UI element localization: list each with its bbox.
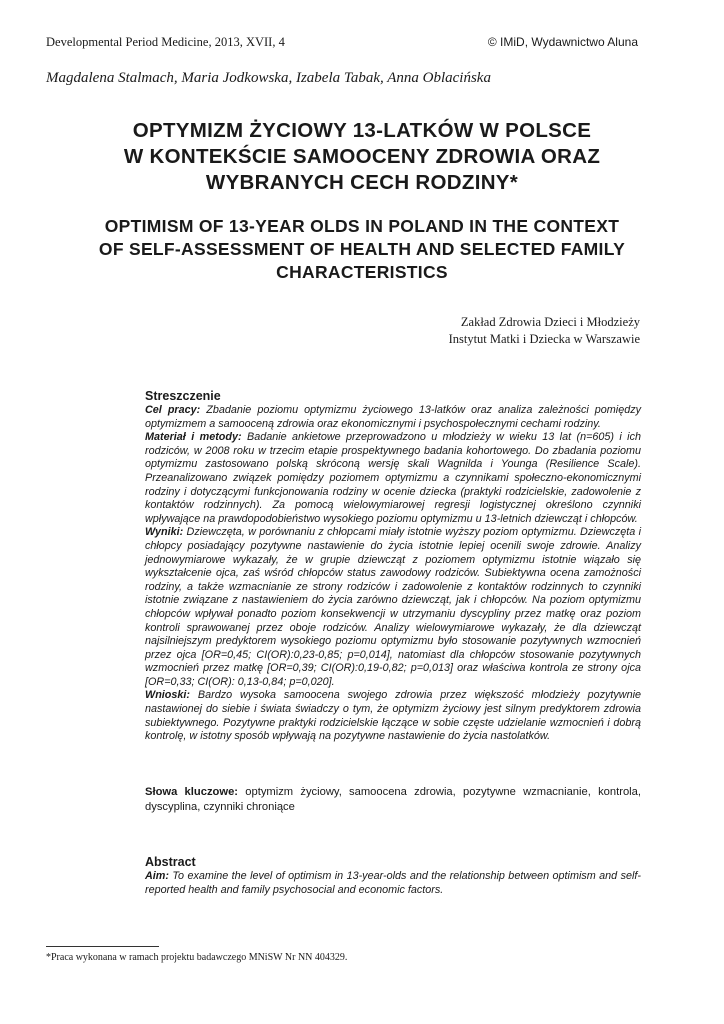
section-text: Badanie ankietowe przeprowadzono u młodzieży w wieku 13 lat (n=605) i ich rodziców, w 2008 roku w trzecim etapie prospektywnego badania kohortowego. Do zbadania poziomu optymizmu zastosowano polską skróconą wersję skali Wagnilda i Younga (Resilience Scale). Przeanalizowano związek pomiędzy poziomem optymizmu a czynnikami społeczno-ekonomicznymi rodziny i dotyczącymi funkcjonowania rodziny w ocenie dziecka (praktyki rodzicielskie, zadowolenie z kontaktów rodzinnych). Za pomocą wielowymiarowej regresji logistycznej określono czynniki wpływające na prawdopodobieństwo wysokiego poziomu optymizmu u 13-letnich dziewcząt i chłopców. (145, 431, 641, 525)
abstract-heading: Abstract (145, 855, 196, 869)
journal-citation: Developmental Period Medicine, 2013, XVII, 4 (46, 35, 285, 49)
section-text: Bardzo wysoka samoocena swojego zdrowia przez większość młodzieży pozytywnie nastawionej do siebie i świata świadczy o tym, że optymizm życiowy jest silnym predyktorem zdrowia subiektywnego. Pozytywne praktyki rodzicielskie łączące w sobie częste udzielanie wzmocnień i dobrą kontrolę, w istotny sposób wpływają na pozytywne nastawienie do życia nastolatków. (145, 689, 641, 743)
title-polish (40, 118, 684, 196)
keywords-label: Słowa kluczowe: (145, 786, 239, 798)
streszczenie-aim (145, 404, 641, 431)
section-text: To examine the level of optimism in 13-year-olds and the relationship between optimism and self-reported health and family psychosocial and economic factors. (145, 870, 641, 896)
title-polish-line: OPTYMIZM ŻYCIOWY 13-LATKÓW W POLSCE (132, 119, 592, 142)
footnote-divider (46, 946, 159, 947)
section-label: Aim: (145, 870, 169, 882)
abstract-aim (145, 870, 641, 897)
affiliation-department: Zakład Zdrowia Dzieci i Młodzieży (460, 315, 640, 329)
title-english-line: OF SELF-ASSESSMENT OF HEALTH AND SELECTED FAMILY (98, 239, 626, 259)
keywords (145, 785, 641, 815)
streszczenie-results (145, 526, 641, 689)
affiliation-institute: Instytut Matki i Dziecka w Warszawie (448, 332, 640, 346)
title-polish-line: W KONTEKŚCIE SAMOOCENY ZDROWIA ORAZ (123, 145, 601, 168)
streszczenie-methods (145, 431, 641, 526)
publisher-copyright: © IMiD, Wydawnictwo Aluna (487, 35, 638, 49)
section-label: Cel pracy: (145, 404, 201, 416)
title-polish-line: WYBRANYCH CECH RODZINY* (205, 171, 519, 194)
author-list: Magdalena Stalmach, Maria Jodkowska, Izabela Tabak, Anna Oblacińska (46, 70, 491, 86)
section-text: Zbadanie poziomu optymizmu życiowego 13-latków oraz analiza zależności pomiędzy optymizmem a samooceną zdrowia oraz ekonomicznymi i psychospołecznymi cechami rodziny. (145, 404, 641, 430)
title-english-line: OPTIMISM OF 13-YEAR OLDS IN POLAND IN THE CONTEXT (104, 216, 620, 236)
title-english (40, 215, 684, 284)
affiliation (449, 314, 640, 348)
section-text: Dziewczęta, w porównaniu z chłopcami miały istotnie wyższy poziom optymizmu. Dziewczęta i chłopcy posiadający pozytywne nastawienie do życia istotnie lepiej ocenili swoje zdrowie. Analizy jednowymiarowe wykazały, że w grupie dziewcząt z poziomem optymizmu istotnie wiązało się wykształcenie ojca, zaś wśród chłopców status zawodowy rodziców. Subiektywna ocena zamożności rodziny, a także wzmacnianie ze strony rodziców i zadowolenie z kontaktów rodzinnych to czynniki istotnie związane z nastawieniem do życia zarówno dziewcząt, jak i chłopców. Na poziom optymizmu chłopców wpływał ponadto poziom konsekwencji w utrzymaniu dyscypliny przez matkę oraz poziom kontroli sprawowanej przez oboje rodziców. Analizy wielowymiarowe wykazały, że dla dziewcząt najsilniejszym predyktorem wysokiego poziomu optymizmu było stosowanie pozytywnych wzmocnień przez ojca [OR=0,45; CI(OR):0,23-0,85; p=0,014], natomiast dla chłopców stosowanie pozytywnych wzmocnień przez matkę [OR=0,39; CI(OR):0,19-0,82; p=0,013] oraz właściwa kontrola ze strony ojca [OR=0,33; CI(OR): 0,13-0,84; p=0,020]. (145, 526, 641, 688)
streszczenie-heading: Streszczenie (145, 389, 221, 403)
abstract-section (145, 855, 641, 897)
streszczenie-conclusions (145, 689, 641, 743)
section-label: Materiał i metody: (145, 431, 242, 444)
title-english-line: CHARACTERISTICS (276, 262, 448, 282)
section-label: Wyniki: (145, 526, 184, 539)
keywords-text: optymizm życiowy, samoocena zdrowia, pozytywne wzmacnianie, kontrola, dyscyplina, czynniki chroniące (145, 786, 641, 813)
section-label: Wnioski: (145, 689, 190, 702)
streszczenie-section (145, 389, 641, 744)
footnote: *Praca wykonana w ramach projektu badawczego MNiSW Nr NN 404329. (46, 952, 348, 963)
